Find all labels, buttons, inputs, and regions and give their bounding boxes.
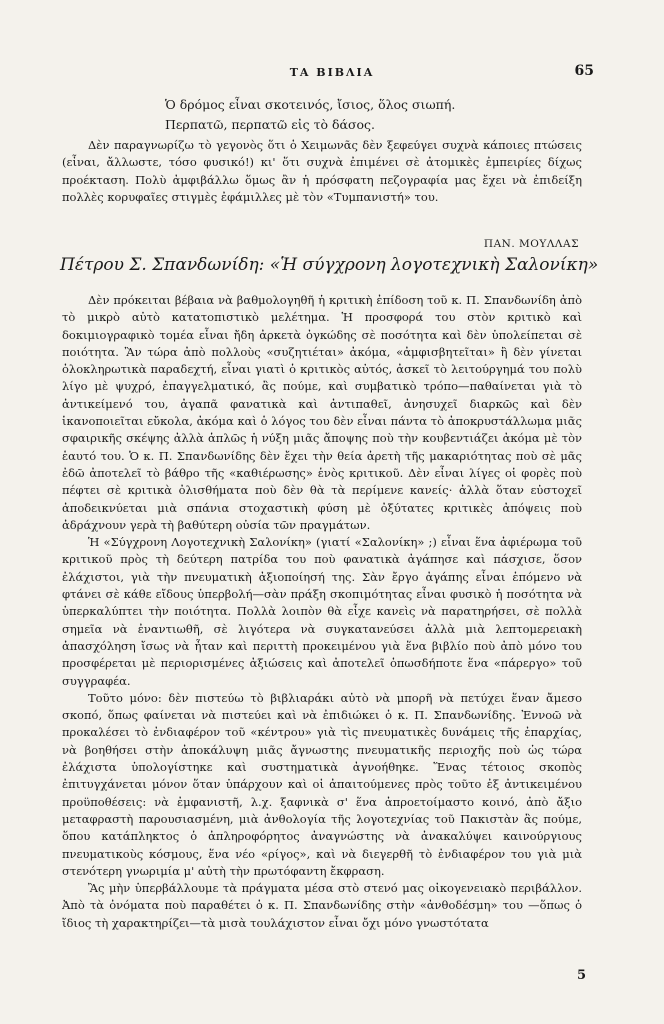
paragraph: Ἂς μὴν ὑπερβάλλουμε τὰ πράγματα μέσα στὸ στενό μας οἰκογενειακὸ περιβάλλον. Ἀπὸ τὰ ὀνόματα ποὺ παραθέτει ὁ κ. Π. Σπανδωνίδης στὴν «ἀνθοδέσμη» του —ὅπως ὁ ἴδιος τὴ χαρακτηρίζει—τὰ μισὰ τουλάχιστον εἶναι ὄχι μόνο γνωστότατα — [62, 881, 582, 930]
review-title: Πέτρου Σ. Σπανδωνίδη: «Ἡ σύγχρονη λογοτεχνικὴ Σαλονίκη» — [60, 255, 599, 275]
poem-line: Ὁ δρόμος εἶναι σκοτεινός, ἴσιος, ὅλος σιωπή. — [165, 97, 456, 112]
signature: ΠΑΝ. ΜΟΥΛΛΑΣ — [483, 238, 579, 250]
poem-line: Περπατῶ, περπατῶ εἰς τὸ δάσος. — [165, 117, 375, 132]
signature-mark: 5 — [576, 968, 586, 983]
review-2-body — [62, 292, 582, 932]
paragraph: Δὲν πρόκειται βέβαια νὰ βαθμολογηθῆ ἡ κριτικὴ ἐπίδοση τοῦ κ. Π. Σπανδωνίδη ἀπὸ τὸ μικρὸ αὐτὸ κατατοπιστικὸ μελέτημα. Ἡ προσφορά του στὸν κριτικὸ καὶ δοκιμιογραφικὸ τομέα εἶναι ἤδη ἀρκετὰ ὀγκώδης σὲ ποσότητα καὶ δὲν ὑπολείπεται σὲ ποιότητα. Ἂν τώρα ἀπὸ πολλοὺς «συζητιέται» ἀκόμα, «ἀμφισβητεῖται» ἢ δὲν γίνεται ὁλοκληρωτικὰ παραδεχτή, εἶναι γιατὶ ὁ κριτικὸς αὐτός, ἀσκεῖ τὸ λειτούργημά του πολὺ λίγο μὲ ψυχρό, ἐπαγγελματικό, ἂς πούμε, καὶ συμβατικὸ τρόπο—παθαίνεται γιὰ τὸ ἀντικείμενό του, ἀγαπᾶ φανατικὰ καὶ ἀντιπαθεῖ, ἀνησυχεῖ διαρκῶς καὶ δὲν ἱκανοποιεῖται εὔκολα, ἀκόμα καὶ ὁ λόγος του δὲν εἶναι πάντα τὸ ἀποκρυστάλλωμα μιᾶς σφαιρικῆς σκέψης ἀλλὰ ἁπλῶς ἡ νύξη μιᾶς ἄποψης ποὺ τὴν κουβεντιάζει ἀκόμα μὲ τὸν ἑαυτό του. Ὁ κ. Π. Σπανδωνίδης δὲν ἔχει τὴν θεία ἀρετὴ τῆς μακαριότητας ποὺ σὲ μᾶς ἐδῶ ἀποτελεῖ τὸ βάθρο τῆς «καθιέρωσης» ἑνὸς κριτικοῦ. Δὲν εἶναι λίγες οἱ φορὲς ποὺ πέφτει σὲ κριτικὰ ὀλισθήματα ποὺ δὲν θὰ τὰ περίμενε κανείς· ἀλλὰ ὅταν εὐστοχεῖ ἀποδεικνύεται μιὰ σπάνια στοχαστικὴ φύση μὲ ὀξύτατες κριτικὲς ἀπόψεις ποὺ ἀδράχνουν γερὰ τὴ βαθύτερη οὐσία τῶν πραγμάτων. — [62, 293, 582, 532]
running-header: ΤΑ ΒΙΒΛΙΑ — [289, 66, 375, 79]
page-number: 65 — [574, 63, 594, 79]
review-1-body — [62, 137, 582, 206]
paragraph: Ἡ «Σύγχρονη Λογοτεχνικὴ Σαλονίκη» (γιατί «Σαλονίκη» ;) εἶναι ἕνα ἀφιέρωμα τοῦ κριτικοῦ πρὸς τὴ δεύτερη πατρίδα του ποὺ φανατικὰ ἀγάπησε καὶ πάσχισε, ὅσον ἐλάχιστοι, γιὰ τὴν πνευματικὴ ἀξιοποίησή της. Σὰν ἔργο ἀγάπης εἶναι ἑπόμενο νὰ φτάνει σὲ κάθε εἴδους ὑπερβολή—σὰν πράξη σκοπιμότητας εἶναι φυσικὸ ἡ ποσότητα νὰ ὑπερκαλύπτει τὴν ποιότητα. Πολλὰ λοιπὸν θὰ εἶχε κανεὶς νὰ παρατηρήσει, σὲ πολλὰ σημεῖα νὰ ἐναντιωθῆ, σὲ λιγότερα νὰ συγκατανεύσει ἀλλὰ μιὰ λεπτομερειακὴ ἀπασχόληση ἴσως νὰ ἦταν καὶ περιττὴ προκειμένου γιὰ ἕνα βιβλίο ποὺ ἀπὸ μόνο του προσφέρεται μὲ περιορισμένες ἀξιώσεις καὶ ἀποτελεῖ ὁπωσδήποτε ἕνα «πάρεργο» τοῦ συγγραφέα. — [62, 535, 582, 688]
paragraph: Τοῦτο μόνο: δὲν πιστεύω τὸ βιβλιαράκι αὐτὸ νὰ μπορῆ νὰ πετύχει ἕναν ἄμεσο σκοπό, ὅπως φαίνεται νὰ πιστεύει καὶ νὰ ἐπιδιώκει ὁ κ. Π. Σπανδωνίδης. Ἐννοῶ νὰ προκαλέσει τὸ ἐνδιαφέρον τοῦ «κέντρου» γιὰ τὶς πνευματικὲς δυνάμεις τῆς ἐπαρχίας, νὰ βοηθήσει στὴν ἀποκάλυψη μιᾶς ἄγνωστης πνευματικῆς περιοχῆς ποὺ ὡς τώρα ἐλάχιστα ὑπολογίστηκε καὶ συστηματικὰ ἀγνοήθηκε. Ἕνας τέτοιος σκοπὸς ἐπιτυγχάνεται μόνον ὅταν ὑπάρχουν καὶ οἱ ἀπαιτούμενες πρὸς τοῦτο ἐξ ἀντικειμένου προϋποθέσεις: νὰ ἐμφανιστῆ, λ.χ. ξαφνικὰ σ' ἕνα ἀπροετοίμαστο κοινό, ἀπὸ ἄξιο μεταφραστὴ παρουσιασμένη, μιὰ ἀνθολογία τῆς λογοτεχνίας τοῦ Πακιστὰν ἂς πούμε, ὅπου κατάπληκτος ὁ ἀπληροφόρητος ἀναγνώστης νὰ ἀνακαλύψει καινούργιους πνευματικοὺς κόσμους, ἕνα νέο «ρίγος», καὶ νὰ διεγερθῆ τὸ ἐνδιαφέρον του γιὰ μιὰ στενότερη γνωριμία μ' αὐτὴ τὴν πρωτόφαντη ἔκφραση. — [62, 690, 582, 878]
poem-quote — [165, 95, 455, 135]
paragraph: Δὲν παραγνωρίζω τὸ γεγονὸς ὅτι ὁ Χειμωνᾶς δὲν ξεφεύγει συχνὰ κάποιες πτώσεις (εἶναι, ἄλλωστε, τόσο φυσικό!) κι' ὅτι συχνὰ ἐπιμένει σὲ ἀτομικὲς ἐμπειρίες δίχως προέκταση. Πολὺ ἀμφιβάλλω ὅμως ἂν ἡ πρόσφατη πεζογραφία μας ἔχει νὰ ἐπιδείξη πολλὲς κορυφαῖες στιγμὲς ἐφάμιλλες μὲ τὸν «Τυμπανιστή» του. — [62, 138, 582, 204]
